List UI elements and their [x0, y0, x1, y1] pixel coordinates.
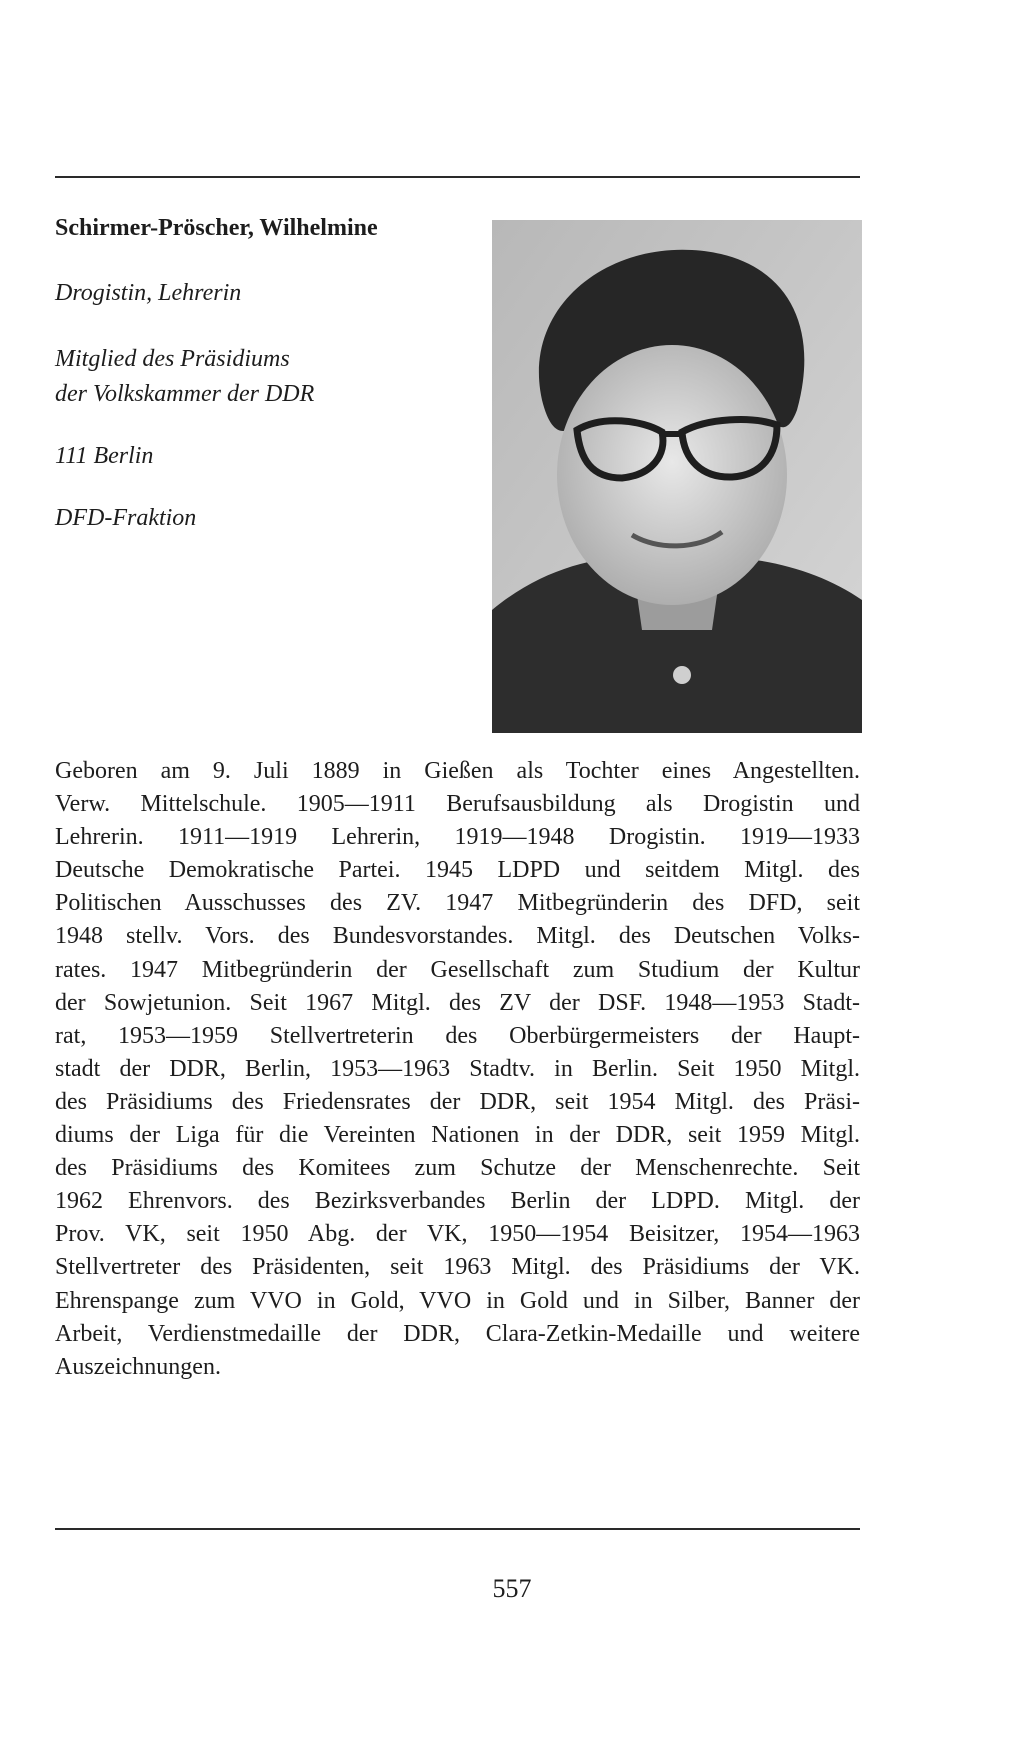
portrait-photo	[492, 220, 862, 733]
bio-line: Stellvertreter des Präsidenten, seit 1963 Mitgl. des Präsidiums der VK.	[55, 1254, 860, 1281]
bio-line: Politischen Ausschusses des ZV. 1947 Mitbegründerin des DFD, seit	[55, 890, 860, 917]
person-name: Schirmer-Pröscher, Wilhelmine	[55, 215, 378, 241]
bio-line: Geboren am 9. Juli 1889 in Gießen als Tochter eines Angestellten.	[55, 758, 860, 784]
location: 111 Berlin	[55, 443, 154, 469]
bio-line: der Sowjetunion. Seit 1967 Mitgl. des ZV der DSF. 1948—1953 Stadt-	[55, 989, 860, 1016]
role-line-1: Mitglied des Präsidiums	[55, 346, 290, 372]
bio-line: Verw. Mittelschule. 1905—1911 Berufsausbildung als Drogistin und	[55, 791, 860, 818]
bio-line: Prov. VK, seit 1950 Abg. der VK, 1950—1954 Beisitzer, 1954—1963	[55, 1221, 860, 1248]
bio-line: Ehrenspange zum VVO in Gold, VVO in Gold und in Silber, Banner der	[55, 1287, 860, 1314]
bio-line: Deutsche Demokratische Partei. 1945 LDPD und seitdem Mitgl. des	[55, 857, 860, 884]
bio-line: 1948 stellv. Vors. des Bundesvorstandes. Mitgl. des Deutschen Volks-	[55, 923, 860, 950]
biography	[55, 755, 860, 1384]
profession: Drogistin, Lehrerin	[55, 280, 242, 306]
bio-line: rat, 1953—1959 Stellvertreterin des Oberbürgermeisters der Haupt-	[55, 1022, 860, 1049]
bottom-rule	[55, 1528, 860, 1530]
role-line-2: der Volkskammer der DDR	[55, 381, 315, 407]
faction: DFD-Fraktion	[55, 505, 197, 531]
top-rule	[55, 176, 860, 178]
bio-line: 1962 Ehrenvors. des Bezirksverbandes Berlin der LDPD. Mitgl. der	[55, 1188, 860, 1215]
bio-line: Auszeichnungen.	[55, 1353, 221, 1380]
page-number: 557	[492, 1574, 532, 1603]
bio-line: rates. 1947 Mitbegründerin der Gesellschaft zum Studium der Kultur	[55, 956, 860, 983]
bio-line: diums der Liga für die Vereinten Nationen in der DDR, seit 1959 Mitgl.	[55, 1122, 860, 1149]
bio-line: stadt der DDR, Berlin, 1953—1963 Stadtv. in Berlin. Seit 1950 Mitgl.	[55, 1055, 860, 1082]
bio-line: Lehrerin. 1911—1919 Lehrerin, 1919—1948 Drogistin. 1919—1933	[55, 824, 860, 851]
bio-line: Arbeit, Verdienstmedaille der DDR, Clara-Zetkin-Medaille und weitere	[55, 1320, 860, 1347]
bio-line: des Präsidiums des Friedensrates der DDR, seit 1954 Mitgl. des Präsi-	[55, 1088, 860, 1115]
bio-line: des Präsidiums des Komitees zum Schutze der Menschenrechte. Seit	[55, 1155, 860, 1182]
portrait-illustration	[492, 220, 862, 733]
